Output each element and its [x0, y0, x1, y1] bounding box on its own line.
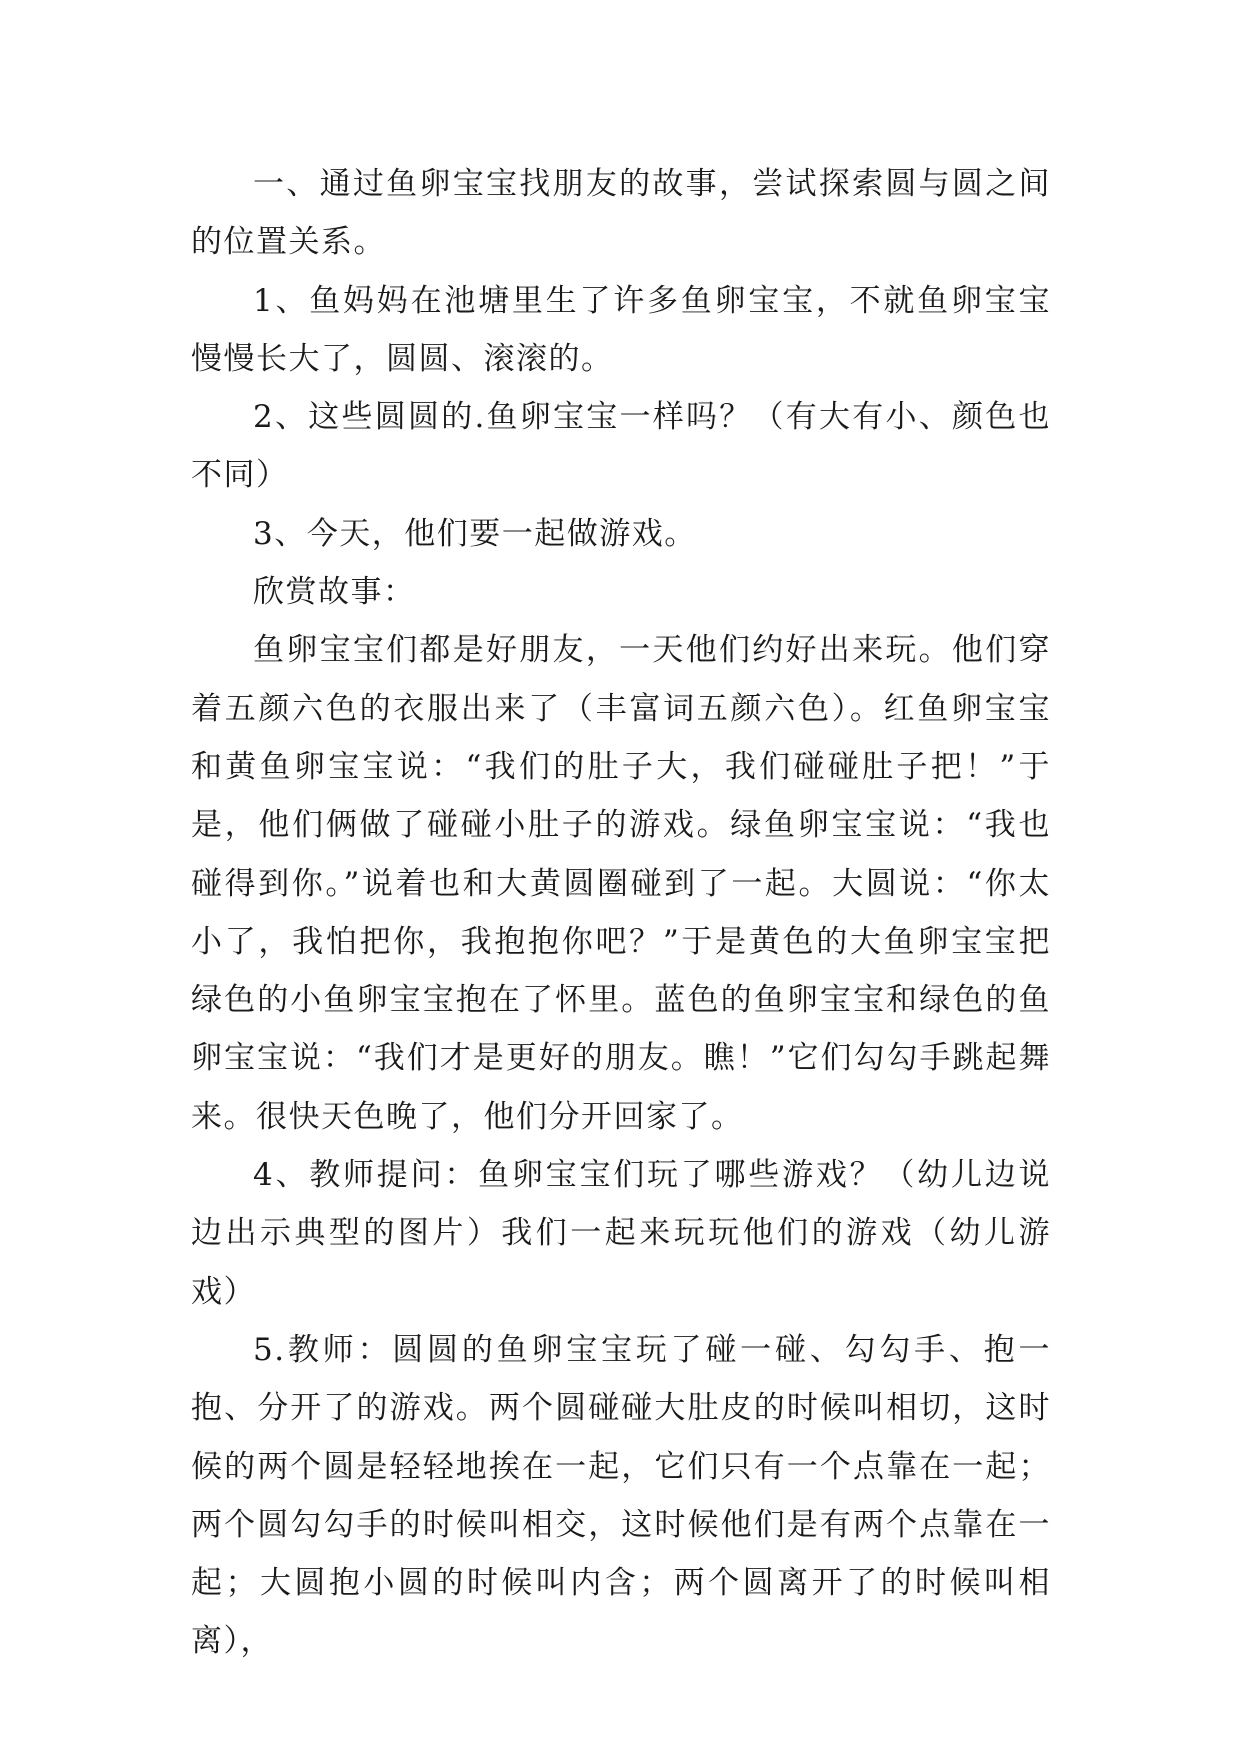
paragraph-step-3: 3、今天，他们要一起做游戏。 — [253, 515, 697, 552]
paragraph-step-5: 5.教师：圆圆的鱼卵宝宝玩了碰一碰、勾勾手、抱一抱、分开了的游戏。两个圆碰碰大肚皮的时候叫相切，这时候的两个圆是轻轻地挨在一起，它们只有一个点靠在一起；两个圆勾勾手的时候叫相交，这时候他们是有两个点靠在一起；大圆抱小圆的时候叫内含；两个圆离开了的时候叫相离）， — [191, 1331, 1051, 1660]
paragraph-step-4: 4、教师提问：鱼卵宝宝们玩了哪些游戏？（幼儿边说边出示典型的图片）我们一起来玩玩他们的游戏（幼儿游戏） — [191, 1157, 1051, 1310]
paragraph-story-heading: 欣赏故事： — [253, 574, 416, 611]
paragraph-step-1: 1、鱼妈妈在池塘里生了许多鱼卵宝宝，不就鱼卵宝宝慢慢长大了，圆圆、滚滚的。 — [191, 282, 1051, 377]
document-body — [191, 155, 1051, 1671]
paragraph-objective: 一、通过鱼卵宝宝找朋友的故事，尝试探索圆与圆之间的位置关系。 — [191, 166, 1051, 261]
paragraph-story: 鱼卵宝宝们都是好朋友，一天他们约好出来玩。他们穿着五颜六色的衣服出来了（丰富词五颜六色）。红鱼卵宝宝和黄鱼卵宝宝说：“我们的肚子大，我们碰碰肚子把！”于是，他们俩做了碰碰小肚子的游戏。绿鱼卵宝宝说：“我也碰得到你。”说着也和大黄圆圈碰到了一起。大圆说：“你太小了，我怕把你，我抱抱你吧？”于是黄色的大鱼卵宝宝把绿色的小鱼卵宝宝抱在了怀里。蓝色的鱼卵宝宝和绿色的鱼卵宝宝说：“我们才是更好的朋友。瞧！”它们勾勾手跳起舞来。很快天色晚了，他们分开回家了。 — [191, 632, 1051, 1135]
paragraph-step-2: 2、这些圆圆的.鱼卵宝宝一样吗？（有大有小、颜色也不同） — [191, 399, 1051, 494]
